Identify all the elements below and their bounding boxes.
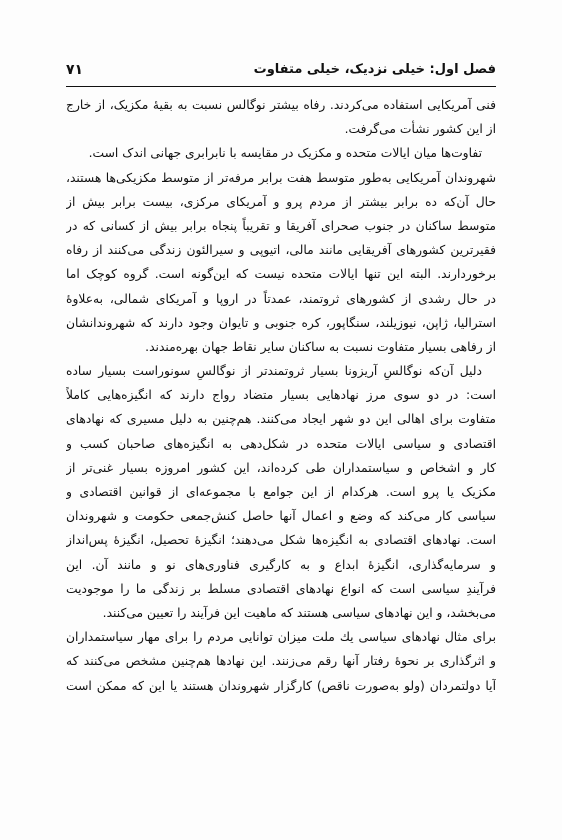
chapter-title: فصل اول: خیلی نزدیک، خیلی متفاوت	[253, 62, 496, 77]
text-line: شهروندان آمریکایی به‌طور متوسط هفت برابر مرفه‌تر از متوسط مکزیکی‌ها هستند،	[66, 170, 496, 185]
text-line: برای مثال نهادهای سیاسی یك ملت میزان توانایی مردم را برای مهار سیاستمداران	[66, 630, 496, 645]
text-line: متوسط ساکنان در جنوب صحرای آفریقا و تقریباً پنجاه برابر بیش از کسانی که در	[66, 218, 496, 233]
text-line: از این کشور نشأت می‌گرفت.	[344, 122, 496, 137]
text-line: حال آن‌که ده برابر بیشتر از مردم پرو و آمریکای مرکزی، بیست برابر بیش از	[66, 194, 496, 209]
text-line: مکزیک یا پرو است. هرکدام از این جوامع با مجموعه‌ای از قوانین اقتصادی و	[66, 485, 496, 499]
text-line: می‌بخشد، و این نهادهای سیاسی هستند که ماهیت این فرآیند را تعیین می‌کنند.	[102, 605, 496, 620]
text-line: آیا دولتمردان (ولو به‌صورت ناقص) کارگزار شهروندان هستند یا این که ممکن است	[66, 678, 496, 693]
running-header	[66, 58, 496, 82]
text-line: در حال رشدی از کشورهای ثروتمند، عمدتاً در اروپا و آمریکای شمالی، به‌علاوهٔ	[66, 291, 496, 306]
text-line: کار و اشخاص و سیاستمداران طی کرده‌اند، این کشور امروزه بسیار غنی‌تر از	[66, 460, 496, 475]
text-line: فقیرترین کشورهای آفریقایی مانند مالی، اتیوپی و سیرالئون زندگی می‌کنند از رفاه	[66, 243, 496, 258]
text-line: از رفاهی بسیار متفاوت نسبت به ساکنان سایر نقاط جهان بهره‌مندند.	[145, 339, 496, 354]
text-line: استرالیا، ژاپن، نیوزیلند، سنگاپور، کره جنوبی و تایوان وجود دارند که شهروندانشان	[66, 315, 496, 330]
text-line: فنی آمریکایی استفاده می‌کردند. رفاه بیشتر نوگالس نسبت به بقیهٔ مکزیک، از خارج	[66, 98, 496, 112]
header-rule	[66, 86, 496, 87]
text-line: تفاوت‌ها میان ایالات متحده و مکزیک در مقایسه با نابرابری جهانی اندک است.	[88, 146, 482, 161]
text-line: و سرمایه‌گذاری، انگیزهٔ ابداع و به کارگیری فناوری‌های نو و مانند آن. این	[66, 557, 496, 572]
text-line: و اثرگذاری بر نحوهٔ رفتار آنها رقم می‌زنند. این نهادها هم‌چنین مشخص می‌کنند که	[66, 654, 496, 669]
text-line: دلیل آن‌که نوگالسِ آریزونا بسیار ثروتمندتر از نوگالسِ سونوراست بسیار ساده	[66, 364, 482, 379]
text-line: سیاسی کار می‌کند که وضع و اعمال آنها حاصل کنش‌جمعی حکومت و شهروندان	[66, 509, 496, 524]
text-line: است: در دو سوی مرز نهادهایی بسیار متضاد رواج دارند که انگیزه‌هایی کاملاً	[66, 388, 496, 403]
text-line: اقتصادی و سیاسی ایالات متحده در شکل‌دهی به انگیزه‌های صاحبان کسب و	[66, 436, 496, 451]
body-text	[66, 93, 496, 834]
text-line: است. نهادهای اقتصادی به انگیزه‌ها شکل می‌دهند؛ انگیزهٔ تحصیل، انگیزهٔ پس‌انداز	[66, 533, 496, 548]
text-line: فرآیندِ سیاسی است که انواع نهادهای اقتصادی مسلط بر زندگی ما را موجودیت	[66, 581, 496, 596]
page-number: ۷۱	[66, 62, 84, 78]
text-line: متفاوت برای اهالی این دو شهر ایجاد می‌کنند. هم‌چنین به دلیل مسیری که نهادهای	[66, 412, 496, 427]
text-line: برخوردارند. البته این تنها ایالات متحده نیست که این‌گونه است. گروه کوچک اما	[66, 267, 496, 282]
